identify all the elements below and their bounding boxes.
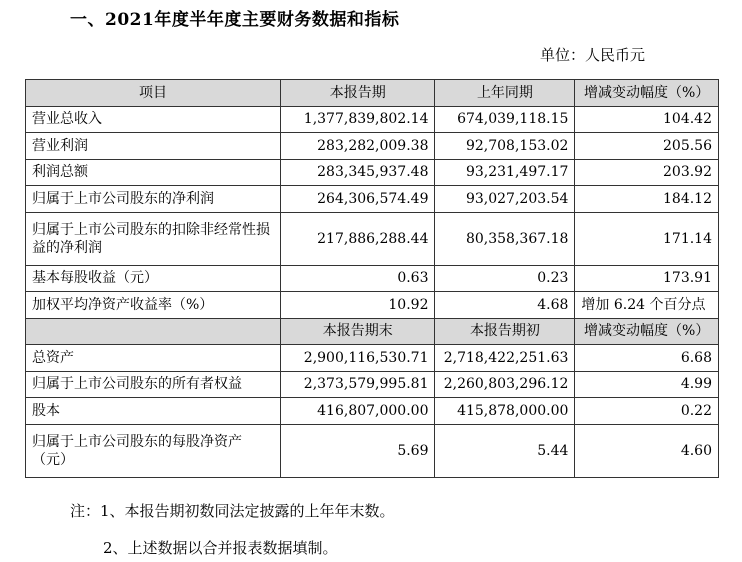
prior-value: 93,027,203.54 — [435, 186, 575, 213]
table-row — [26, 186, 719, 213]
current-value: 1,377,839,802.14 — [281, 106, 435, 133]
row-label: 营业总收入 — [26, 106, 281, 133]
current-value: 217,886,288.44 — [281, 212, 435, 265]
prior-value: 0.23 — [435, 265, 575, 292]
period-end-value: 5.69 — [281, 424, 435, 477]
row-label: 基本每股收益（元） — [26, 265, 281, 292]
prior-value: 92,708,153.02 — [435, 133, 575, 160]
change-value: 171.14 — [575, 212, 719, 265]
header-cell: 项目 — [26, 80, 281, 107]
period-start-value: 5.44 — [435, 424, 575, 477]
section-title: 一、2021年度半年度主要财务数据和指标 — [70, 10, 400, 30]
row-label: 加权平均净资产收益率（%） — [26, 292, 281, 319]
change-value: 4.60 — [575, 424, 719, 477]
change-value: 205.56 — [575, 133, 719, 160]
current-value: 264,306,574.49 — [281, 186, 435, 213]
table-row — [26, 212, 719, 265]
row-label: 归属于上市公司股东的所有者权益 — [26, 371, 281, 398]
header-cell — [26, 318, 281, 345]
header-cell: 增减变动幅度（%） — [575, 318, 719, 345]
period-start-value: 415,878,000.00 — [435, 398, 575, 425]
table-row — [26, 345, 719, 372]
change-value: 4.99 — [575, 371, 719, 398]
table-header-row — [26, 80, 719, 107]
header-cell: 本报告期初 — [435, 318, 575, 345]
table-row — [26, 159, 719, 186]
change-value: 104.42 — [575, 106, 719, 133]
current-value: 0.63 — [281, 265, 435, 292]
table-row — [26, 371, 719, 398]
prior-value: 4.68 — [435, 292, 575, 319]
header-cell: 本报告期 — [281, 80, 435, 107]
change-value: 173.91 — [575, 265, 719, 292]
footnote-1: 注：1、本报告期初数同法定披露的上年年末数。 — [70, 502, 395, 520]
table-row — [26, 292, 719, 319]
current-value: 283,345,937.48 — [281, 159, 435, 186]
current-value: 283,282,009.38 — [281, 133, 435, 160]
prior-value: 80,358,367.18 — [435, 212, 575, 265]
row-label: 归属于上市公司股东的扣除非经常性损益的净利润 — [26, 212, 281, 265]
footnote-2: 2、上述数据以合并报表数据填制。 — [103, 539, 338, 557]
change-value: 184.12 — [575, 186, 719, 213]
period-end-value: 2,373,579,995.81 — [281, 371, 435, 398]
row-label: 股本 — [26, 398, 281, 425]
row-label: 总资产 — [26, 345, 281, 372]
row-label: 归属于上市公司股东的每股净资产（元） — [26, 424, 281, 477]
table-row — [26, 133, 719, 160]
header-cell: 上年同期 — [435, 80, 575, 107]
table-row — [26, 106, 719, 133]
row-label: 归属于上市公司股东的净利润 — [26, 186, 281, 213]
period-end-value: 416,807,000.00 — [281, 398, 435, 425]
change-value: 203.92 — [575, 159, 719, 186]
table-header-row — [26, 318, 719, 345]
table-row — [26, 424, 719, 477]
change-value: 0.22 — [575, 398, 719, 425]
current-value: 10.92 — [281, 292, 435, 319]
header-cell: 本报告期末 — [281, 318, 435, 345]
change-value: 6.68 — [575, 345, 719, 372]
prior-value: 93,231,497.17 — [435, 159, 575, 186]
change-value: 增加 6.24 个百分点 — [575, 292, 719, 319]
period-start-value: 2,718,422,251.63 — [435, 345, 575, 372]
period-end-value: 2,900,116,530.71 — [281, 345, 435, 372]
period-start-value: 2,260,803,296.12 — [435, 371, 575, 398]
table-row — [26, 398, 719, 425]
financial-table — [25, 79, 719, 478]
row-label: 营业利润 — [26, 133, 281, 160]
header-cell: 增减变动幅度（%） — [575, 80, 719, 107]
currency-unit: 单位：人民币元 — [540, 46, 646, 64]
prior-value: 674,039,118.15 — [435, 106, 575, 133]
table-row — [26, 265, 719, 292]
row-label: 利润总额 — [26, 159, 281, 186]
